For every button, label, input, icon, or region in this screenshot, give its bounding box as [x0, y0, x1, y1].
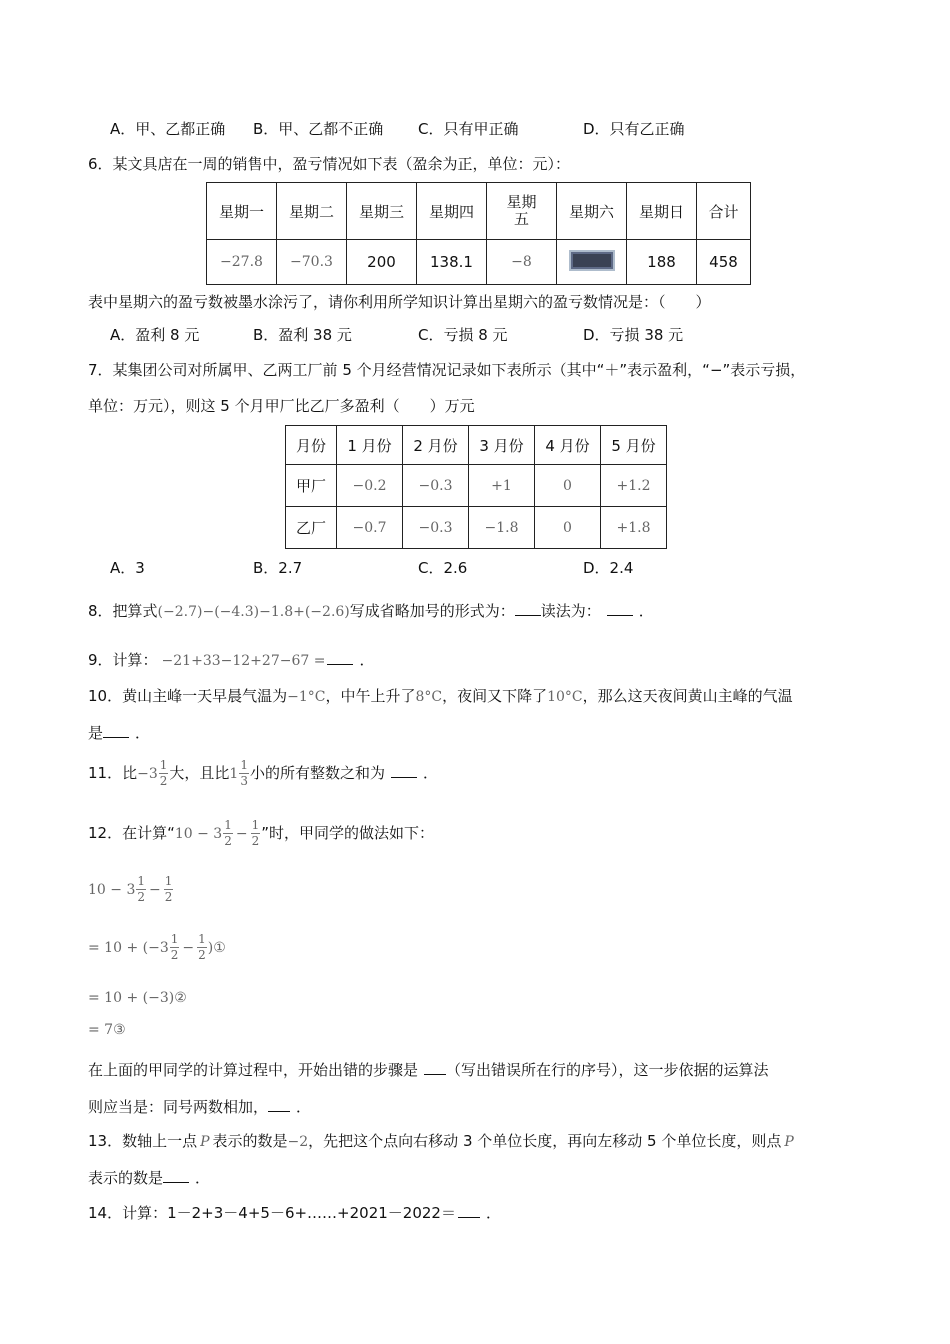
q7-cell: +1.2: [601, 465, 667, 507]
q12-blank-1[interactable]: [424, 1060, 446, 1075]
q6-header: 星期三: [347, 183, 417, 240]
q7-cell: +1.8: [601, 507, 667, 549]
q11-fraction-2-den: 3: [240, 774, 248, 788]
q7-cell: −0.7: [337, 507, 403, 549]
q13-blank[interactable]: [163, 1168, 189, 1183]
q7-header: 5 月份: [601, 426, 667, 465]
q12-minus: −: [235, 826, 248, 842]
q12-expr-a: 10 − 3: [174, 826, 223, 842]
q6-option-d: D．亏损 38 元: [583, 326, 684, 344]
q7-header: 3 月份: [469, 426, 535, 465]
q12-fraction-b: [251, 818, 261, 849]
q7-cell: 0: [535, 507, 601, 549]
q11-fraction-1: [159, 758, 169, 789]
q12-line: [88, 818, 434, 849]
q12-after-line1: [88, 1059, 769, 1080]
q10-blank[interactable]: [103, 723, 129, 738]
q12-after2a: 则应当是：同号两数相加，: [88, 1098, 269, 1116]
q7-cell: +1: [469, 465, 535, 507]
q7-cell: 0: [535, 465, 601, 507]
q7-option-d: D．2.4: [583, 559, 634, 577]
q12-fraction-b-den: 2: [251, 834, 260, 848]
q5-option-d: D．只有乙正确: [583, 120, 685, 138]
q12-fraction-a: [223, 818, 233, 849]
q6-header-friday: [487, 183, 557, 240]
q5-option-c: C．只有甲正确: [418, 120, 519, 138]
q6-cell: −27.8: [207, 240, 277, 285]
q6-question: 表中星期六的盈亏数被墨水涂污了，请你利用所学知识计算出星期六的盈亏数情况是：（ ）: [88, 293, 711, 311]
q12-step1-frac-1-num: 1: [170, 932, 179, 946]
q13-part2: 表示的数是: [212, 1132, 288, 1150]
q9-expression: −21+33−12+27−67 =: [161, 653, 326, 669]
q13-part3: ，先把这个点向右移动 3 个单位长度，再向左移动 5 个单位长度，则点: [308, 1132, 782, 1150]
q12-after1b: （写出错误所在行的序号），这一步依据的运算法: [446, 1061, 769, 1079]
q10-line2: [88, 722, 150, 743]
q9-prefix: 9．计算：: [88, 651, 158, 669]
q11-line: [88, 758, 438, 789]
q12-step1-frac-1: [170, 932, 180, 963]
q10-part5: 是: [88, 724, 104, 742]
q7-header: 4 月份: [535, 426, 601, 465]
q13-line1: [88, 1130, 794, 1151]
q6-table: [206, 182, 751, 285]
q7-header: 2 月份: [403, 426, 469, 465]
q12-step1-c: )①: [207, 940, 226, 956]
q12-after-line2: [88, 1096, 311, 1117]
q12-fraction-b-num: 1: [251, 818, 260, 832]
q12-part2: ”时，甲同学的做法如下：: [261, 824, 435, 842]
q12-step1-frac-1-den: 2: [170, 948, 179, 962]
q7-option-b: B．2.7: [253, 559, 303, 577]
q11-mixed1-whole: −3: [137, 766, 158, 782]
q8-middle: 写成省略加号的形式为：: [349, 602, 515, 620]
q10-part3: ，夜间又下降了: [442, 687, 548, 705]
q7-header: 1 月份: [337, 426, 403, 465]
q7-row-label: 甲厂: [286, 465, 337, 507]
q7-header: 月份: [286, 426, 337, 465]
q10-temp-morning: −1°C: [287, 689, 326, 705]
q12-part1: 12．在计算“: [88, 824, 175, 842]
q6-header: 星期四: [417, 183, 487, 240]
q6-cell: 188: [627, 240, 697, 285]
q7-cell: −0.3: [403, 507, 469, 549]
q5-option-a: A．甲、乙都正确: [110, 120, 226, 138]
q8-after: 读法为：: [540, 602, 601, 620]
q6-stem: 6．某文具店在一周的销售中，盈亏情况如下表（盈余为正，单位：元）：: [88, 155, 571, 173]
q11-fraction-1-num: 1: [159, 758, 168, 772]
q10-end: ．: [135, 724, 151, 742]
q12-step1-frac-2-num: 1: [198, 932, 206, 946]
q7-cell: −1.8: [469, 507, 535, 549]
q12-step0-frac-1-num: 1: [137, 874, 145, 888]
q8-line: [88, 600, 654, 621]
q12-step-3: = 7③: [88, 1022, 126, 1038]
q7-option-c: C．2.6: [418, 559, 468, 577]
q12-step1-frac-2-den: 2: [198, 948, 206, 962]
q10-temp-rise: 8°C: [415, 689, 443, 705]
q12-step0-frac-1: [136, 874, 146, 905]
q6-cell: 138.1: [417, 240, 487, 285]
q10-part4: ，那么这天夜间黄山主峰的气温: [582, 687, 793, 705]
q11-part3: 小的所有整数之和为: [249, 764, 385, 782]
q5-option-b: B．甲、乙都不正确: [253, 120, 384, 138]
q9-line: [88, 649, 374, 670]
q14-text: 14．计算：1－2+3－4+5－6+……+2021－2022＝: [88, 1204, 456, 1222]
q10-part1: 10．黄山主峰一天早晨气温为: [88, 687, 288, 705]
q6-cell: −8: [487, 240, 557, 285]
q6-option-c: C．亏损 8 元: [418, 326, 508, 344]
q13-part1: 13．数轴上一点: [88, 1132, 198, 1150]
q7-stem-line1: 7．某集团公司对所属甲、乙两工厂前 5 个月经营情况记录如下表所示（其中“＋”表示盈利，“−”表示亏损，: [88, 361, 806, 379]
q12-step0-frac-1-den: 2: [137, 890, 145, 904]
q12-after2b: ．: [296, 1098, 312, 1116]
q12-step0-a: 10 − 3: [88, 882, 136, 898]
q9-blank[interactable]: [327, 650, 353, 665]
q11-fraction-1-den: 2: [159, 774, 168, 788]
q8-expression: (−2.7)−(−4.3)−1.8+(−2.6): [157, 604, 350, 620]
q11-mixed2-whole: 1: [229, 766, 239, 782]
q10-part2: ，中午上升了: [325, 687, 416, 705]
q12-blank-2[interactable]: [268, 1097, 290, 1112]
q12-step0-frac-2-num: 1: [164, 874, 173, 888]
q7-cell: −0.3: [403, 465, 469, 507]
q6-option-b: B．盈利 38 元: [253, 326, 352, 344]
q8-blank-1[interactable]: [515, 601, 541, 616]
q7-cell: −0.2: [337, 465, 403, 507]
q9-end: ．: [359, 651, 375, 669]
q13-point-p: P: [200, 1134, 210, 1150]
q6-header: 合计: [697, 183, 751, 240]
q8-prefix: 8．把算式: [88, 602, 158, 620]
q12-step1-minus: −: [182, 940, 195, 956]
q6-cell: 458: [697, 240, 751, 285]
q12-step1-frac-2: [197, 932, 207, 963]
q6-header-friday-line2: 五: [513, 210, 529, 228]
q12-step0-minus: −: [149, 882, 161, 898]
q6-header: 星期二: [277, 183, 347, 240]
q13-part4: 表示的数是: [88, 1169, 164, 1187]
q6-header-friday-line1: 星期: [506, 193, 537, 211]
q12-step-0: [88, 874, 174, 905]
q6-header: 星期六: [557, 183, 627, 240]
q14-blank[interactable]: [458, 1203, 480, 1218]
q8-blank-2[interactable]: [607, 601, 633, 616]
q12-after1a: 在上面的甲同学的计算过程中，开始出错的步骤是: [88, 1061, 419, 1079]
q11-part1: 11．比: [88, 764, 138, 782]
q13-point-p-2: P: [784, 1134, 794, 1150]
q13-line2: [88, 1167, 210, 1188]
q11-part2: 大，且比: [169, 764, 230, 782]
q14-line: [88, 1202, 501, 1223]
q12-fraction-a-num: 1: [224, 818, 232, 832]
q7-option-a: A．3: [110, 559, 145, 577]
q6-cell-ink: [557, 240, 627, 285]
q14-end: ．: [485, 1204, 501, 1222]
q10-temp-drop: 10°C: [547, 689, 583, 705]
q7-row-label: 乙厂: [286, 507, 337, 549]
q7-table: [285, 425, 667, 549]
q12-step0-frac-2-den: 2: [164, 890, 173, 904]
q12-step-1: [88, 932, 226, 963]
q12-fraction-a-den: 2: [224, 834, 232, 848]
q13-number: −2: [287, 1134, 309, 1150]
q13-end: ．: [195, 1169, 211, 1187]
q11-end: ．: [422, 764, 438, 782]
q11-fraction-2-num: 1: [240, 758, 248, 772]
q12-step1-a: = 10 + (−3: [88, 940, 169, 956]
q6-option-a: A．盈利 8 元: [110, 326, 200, 344]
q6-header: 星期日: [627, 183, 697, 240]
q12-step0-frac-2: [164, 874, 174, 905]
q12-step-2: = 10 + (−3)②: [88, 990, 187, 1006]
q11-fraction-2: [239, 758, 249, 789]
ink-blot: [569, 250, 615, 271]
q6-header: 星期一: [207, 183, 277, 240]
q10-line1: [88, 685, 793, 706]
q6-cell: 200: [347, 240, 417, 285]
q6-cell: −70.3: [277, 240, 347, 285]
q8-end: ．: [638, 602, 654, 620]
q7-stem-line2: 单位：万元），则这 5 个月甲厂比乙厂多盈利（ ）万元: [88, 397, 475, 415]
q11-blank[interactable]: [391, 763, 417, 778]
